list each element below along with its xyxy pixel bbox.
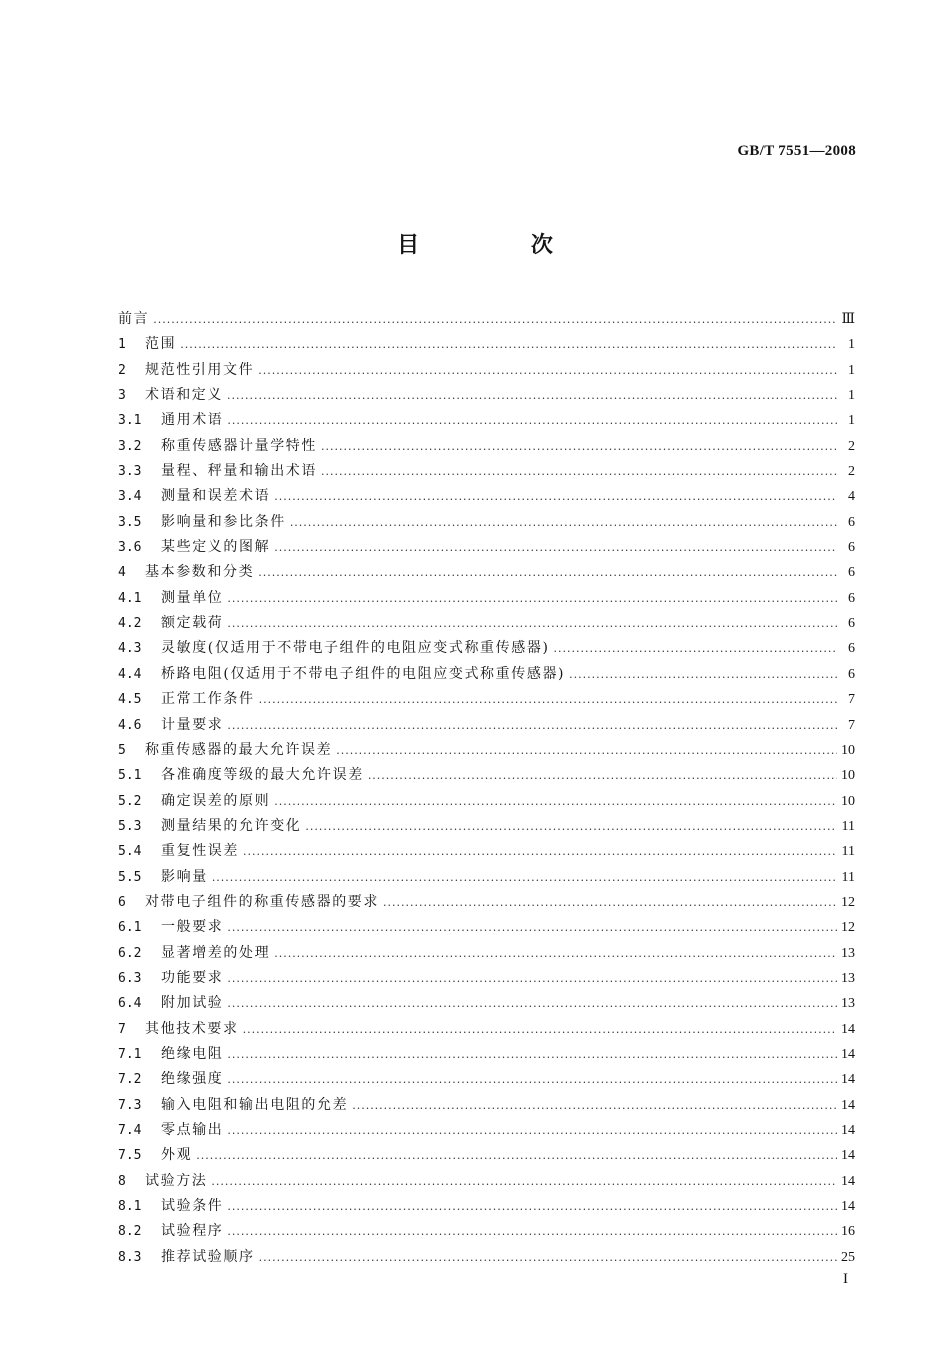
- toc-entry-number: 3.4: [118, 489, 142, 505]
- toc-entry-label: 规范性引用文件: [145, 361, 255, 378]
- toc-entry-page: 14: [841, 1199, 855, 1215]
- toc-entry-label: 测量结果的允许变化: [161, 817, 302, 834]
- toc-entry-label: 范围: [145, 336, 177, 353]
- toc-leader-dots: [352, 1093, 837, 1118]
- toc-leader-dots: [274, 789, 837, 814]
- toc-entry[interactable]: [118, 839, 855, 864]
- toc-entry[interactable]: [118, 1118, 855, 1143]
- toc-leader-dots: [243, 839, 837, 864]
- toc-entry-label: 灵敏度(仅适用于不带电子组件的电阻应变式称重传感器): [161, 640, 550, 657]
- toc-entry[interactable]: [118, 1143, 855, 1168]
- toc-leader-dots: [227, 1194, 837, 1219]
- toc-entry[interactable]: [118, 510, 855, 535]
- toc-entry-page: 6: [848, 514, 855, 530]
- toc-entry[interactable]: [118, 991, 855, 1016]
- toc-entry[interactable]: [118, 1067, 855, 1092]
- toc-leader-dots: [290, 510, 837, 535]
- toc-leader-dots: [259, 1245, 837, 1270]
- toc-leader-dots: [274, 535, 837, 560]
- toc-entry-page: 4: [848, 489, 855, 505]
- toc-entry-label: 功能要求: [161, 969, 224, 986]
- toc-entry-label: 量程、秤量和输出术语: [161, 463, 317, 480]
- toc-entry-label: 试验条件: [161, 1198, 224, 1215]
- toc-entry-page: 6: [848, 616, 855, 632]
- toc-leader-dots: [259, 687, 837, 712]
- toc-entry-label: 对带电子组件的称重传感器的要求: [145, 893, 379, 910]
- toc-entry-label: 额定载荷: [161, 615, 224, 632]
- toc-leader-dots: [227, 1118, 837, 1143]
- toc-entry-label: 测量和误差术语: [161, 488, 271, 505]
- toc-entry-number: 7.4: [118, 1123, 142, 1138]
- toc-entry[interactable]: [118, 332, 855, 357]
- toc-leader-dots: [227, 611, 837, 636]
- toc-entry-page: 6: [848, 641, 855, 657]
- toc-entry-number: 4.6: [118, 717, 142, 733]
- toc-entry[interactable]: [118, 941, 855, 966]
- toc-entry[interactable]: [118, 408, 855, 433]
- toc-entry[interactable]: [118, 1245, 855, 1270]
- toc-entry-label: 附加试验: [161, 995, 224, 1012]
- toc-entry-number: 8.3: [118, 1249, 142, 1265]
- toc-entry[interactable]: [118, 307, 855, 332]
- standard-code: GB/T 7551—2008: [737, 143, 856, 159]
- toc-leader-dots: [227, 713, 837, 738]
- toc-entry-label: 桥路电阻(仅适用于不带电子组件的电阻应变式称重传感器): [161, 665, 566, 682]
- toc-entry[interactable]: [118, 1169, 855, 1194]
- toc-entry-number: 7.1: [118, 1046, 142, 1062]
- toc-leader-dots: [227, 383, 837, 408]
- toc-entry-page: 6: [848, 540, 855, 556]
- toc-entry-label: 输入电阻和输出电阻的允差: [161, 1096, 349, 1113]
- toc-entry-label: 外观: [161, 1147, 193, 1164]
- toc-entry-page: 14: [841, 1148, 855, 1164]
- toc-leader-dots: [243, 1017, 837, 1042]
- toc-entry-page: 1: [848, 337, 855, 353]
- toc-entry[interactable]: [118, 814, 855, 839]
- toc-entry[interactable]: [118, 865, 855, 890]
- toc-entry-number: 7: [118, 1021, 126, 1037]
- toc-entry-page: 14: [841, 1021, 855, 1037]
- toc-entry-label: 绝缘强度: [161, 1071, 224, 1088]
- toc-leader-dots: [227, 1042, 837, 1067]
- toc-entry-page: 6: [848, 590, 855, 606]
- toc-entry-label: 称重传感器的最大允许误差: [145, 741, 333, 758]
- toc-leader-dots: [227, 991, 837, 1016]
- toc-entry-page: Ⅲ: [841, 312, 855, 327]
- toc-entry-label: 绝缘电阻: [161, 1045, 224, 1062]
- toc-entry-label: 显著增差的处理: [161, 944, 271, 961]
- toc-entry[interactable]: [118, 560, 855, 585]
- toc-entry-number: 6.1: [118, 920, 142, 936]
- toc-entry-page: 12: [841, 920, 855, 936]
- toc-entry[interactable]: [118, 1017, 855, 1042]
- toc-entry-number: 7.3: [118, 1097, 142, 1113]
- toc-entry[interactable]: [118, 459, 855, 484]
- toc-entry-label: 测量单位: [161, 589, 224, 606]
- toc-entry-page: 14: [841, 1046, 855, 1062]
- toc-entry-label: 称重传感器计量学特性: [161, 437, 317, 454]
- toc-entry-page: 10: [841, 742, 855, 758]
- toc-entry[interactable]: [118, 1194, 855, 1219]
- toc-leader-dots: [569, 662, 837, 687]
- toc-entry-label: 各准确度等级的最大允许误差: [161, 767, 364, 784]
- toc-entry-label: 通用术语: [161, 412, 224, 429]
- toc-leader-dots: [274, 484, 837, 509]
- toc-entry-page: 13: [841, 945, 855, 961]
- toc-entry-page: 11: [841, 844, 855, 860]
- toc-entry[interactable]: [118, 915, 855, 940]
- toc-entry[interactable]: [118, 434, 855, 459]
- toc-entry-page: 10: [841, 768, 855, 784]
- toc-entry-page: 13: [841, 970, 855, 986]
- toc-leader-dots: [196, 1143, 837, 1168]
- toc-leader-dots: [258, 560, 837, 585]
- toc-entry-page: 12: [841, 894, 855, 910]
- toc-entry-label: 影响量: [161, 868, 208, 885]
- toc-entry-number: 8.2: [118, 1224, 142, 1240]
- toc-entry-page: 1: [848, 388, 855, 404]
- toc-entry-number: 3.6: [118, 540, 142, 556]
- toc-leader-dots: [368, 763, 837, 788]
- toc-entry-page: 16: [841, 1224, 855, 1240]
- toc-entry-page: 11: [841, 818, 855, 834]
- toc-entry-page: 14: [841, 1072, 855, 1088]
- toc-entry-number: 5.3: [118, 818, 142, 834]
- toc-entry[interactable]: [118, 1219, 855, 1244]
- toc-leader-dots: [227, 408, 837, 433]
- toc-entry-page: 2: [848, 464, 855, 480]
- toc-entry-number: 5: [118, 742, 126, 758]
- toc-entry[interactable]: [118, 966, 855, 991]
- toc-entry[interactable]: [118, 662, 855, 687]
- toc-entry[interactable]: [118, 484, 855, 509]
- toc-entry[interactable]: [118, 687, 855, 712]
- toc-entry-number: 3.3: [118, 464, 142, 480]
- toc-entry-page: 10: [841, 793, 855, 809]
- toc-leader-dots: [305, 814, 837, 839]
- toc-leader-dots: [383, 890, 837, 915]
- toc-entry-number: 6.4: [118, 996, 142, 1012]
- toc-entry[interactable]: [118, 383, 855, 408]
- toc-entry-number: 4.2: [118, 616, 142, 632]
- toc-entry[interactable]: [118, 535, 855, 560]
- toc-entry-label: 前言: [118, 311, 150, 327]
- toc-entry-number: 8: [118, 1173, 126, 1189]
- toc-leader-dots: [554, 636, 837, 661]
- toc-entry-page: 25: [841, 1249, 855, 1265]
- toc-entry-number: 5.2: [118, 793, 142, 809]
- toc-entry-page: 1: [848, 362, 855, 378]
- toc-leader-dots: [212, 865, 837, 890]
- toc-entry-number: 4.3: [118, 641, 142, 657]
- toc-entry-label: 零点输出: [161, 1122, 224, 1138]
- toc-entry-page: 14: [841, 1097, 855, 1113]
- toc-entry-number: 6.3: [118, 970, 142, 986]
- toc-entry-page: 14: [841, 1173, 855, 1189]
- toc-entry[interactable]: [118, 789, 855, 814]
- toc-leader-dots: [227, 915, 837, 940]
- toc-entry-number: 5.4: [118, 844, 142, 860]
- toc-entry-label: 推荐试验顺序: [161, 1248, 255, 1265]
- toc-entry-page: 2: [848, 438, 855, 454]
- toc-entry-number: 1: [118, 337, 126, 353]
- toc-entry-number: 3.1: [118, 413, 142, 429]
- toc-entry-label: 重复性误差: [161, 843, 239, 860]
- toc-entry[interactable]: [118, 738, 855, 763]
- toc-entry-number: 3.2: [118, 438, 142, 454]
- toc-entry-page: 1: [848, 413, 855, 429]
- toc-entry-label: 计量要求: [161, 716, 224, 733]
- toc-entry-number: 4.1: [118, 590, 142, 606]
- toc-entry-number: 3.5: [118, 514, 142, 530]
- toc-leader-dots: [227, 966, 837, 991]
- toc-entry-label: 影响量和参比条件: [161, 513, 286, 530]
- toc-entry-label: 确定误差的原则: [161, 792, 271, 809]
- toc-entry[interactable]: [118, 1042, 855, 1067]
- page-number: I: [843, 1271, 848, 1287]
- toc-leader-dots: [211, 1169, 837, 1194]
- toc-leader-dots: [153, 307, 837, 332]
- toc-entry[interactable]: [118, 586, 855, 611]
- toc-entry-page: 7: [848, 692, 855, 708]
- table-of-contents: [118, 307, 855, 1270]
- toc-entry-label: 术语和定义: [145, 387, 223, 404]
- toc-entry-number: 3: [118, 388, 126, 404]
- toc-leader-dots: [321, 434, 837, 459]
- toc-entry-number: 4.4: [118, 666, 142, 682]
- toc-entry-label: 基本参数和分类: [145, 564, 255, 581]
- toc-leader-dots: [336, 738, 837, 763]
- toc-entry-number: 7.2: [118, 1072, 142, 1088]
- toc-leader-dots: [227, 1219, 837, 1244]
- toc-entry[interactable]: [118, 890, 855, 915]
- toc-entry-label: 其他技术要求: [145, 1020, 239, 1037]
- toc-leader-dots: [258, 358, 837, 383]
- toc-entry[interactable]: [118, 763, 855, 788]
- toc-entry-label: 试验方法: [145, 1172, 208, 1189]
- toc-leader-dots: [227, 586, 837, 611]
- toc-entry-page: 6: [848, 666, 855, 682]
- toc-entry-number: 5.1: [118, 768, 142, 784]
- toc-entry-number: 7.5: [118, 1148, 142, 1164]
- toc-entry-number: 4.5: [118, 692, 142, 708]
- toc-entry-number: 4: [118, 565, 126, 581]
- toc-entry-number: 5.5: [118, 869, 142, 885]
- toc-entry-number: 2: [118, 362, 126, 378]
- toc-entry-page: 6: [848, 565, 855, 581]
- toc-leader-dots: [227, 1067, 837, 1092]
- toc-entry[interactable]: [118, 611, 855, 636]
- toc-entry[interactable]: [118, 1093, 855, 1118]
- toc-entry-label: 正常工作条件: [161, 691, 255, 708]
- toc-entry-page: 7: [848, 717, 855, 733]
- toc-entry[interactable]: [118, 636, 855, 661]
- toc-entry[interactable]: [118, 713, 855, 738]
- toc-entry-number: 6.2: [118, 945, 142, 961]
- toc-entry-number: 6: [118, 894, 126, 910]
- toc-entry-number: 8.1: [118, 1199, 142, 1215]
- toc-entry-page: 13: [841, 996, 855, 1012]
- toc-entry-label: 试验程序: [161, 1223, 224, 1240]
- toc-entry-page: 11: [841, 869, 855, 885]
- toc-leader-dots: [321, 459, 837, 484]
- toc-title: 目 次: [397, 233, 605, 258]
- toc-leader-dots: [180, 332, 837, 357]
- toc-entry-page: 14: [841, 1123, 855, 1138]
- toc-entry-label: 一般要求: [161, 919, 224, 936]
- toc-entry-label: 某些定义的图解: [161, 539, 271, 556]
- toc-leader-dots: [274, 941, 837, 966]
- toc-entry[interactable]: [118, 358, 855, 383]
